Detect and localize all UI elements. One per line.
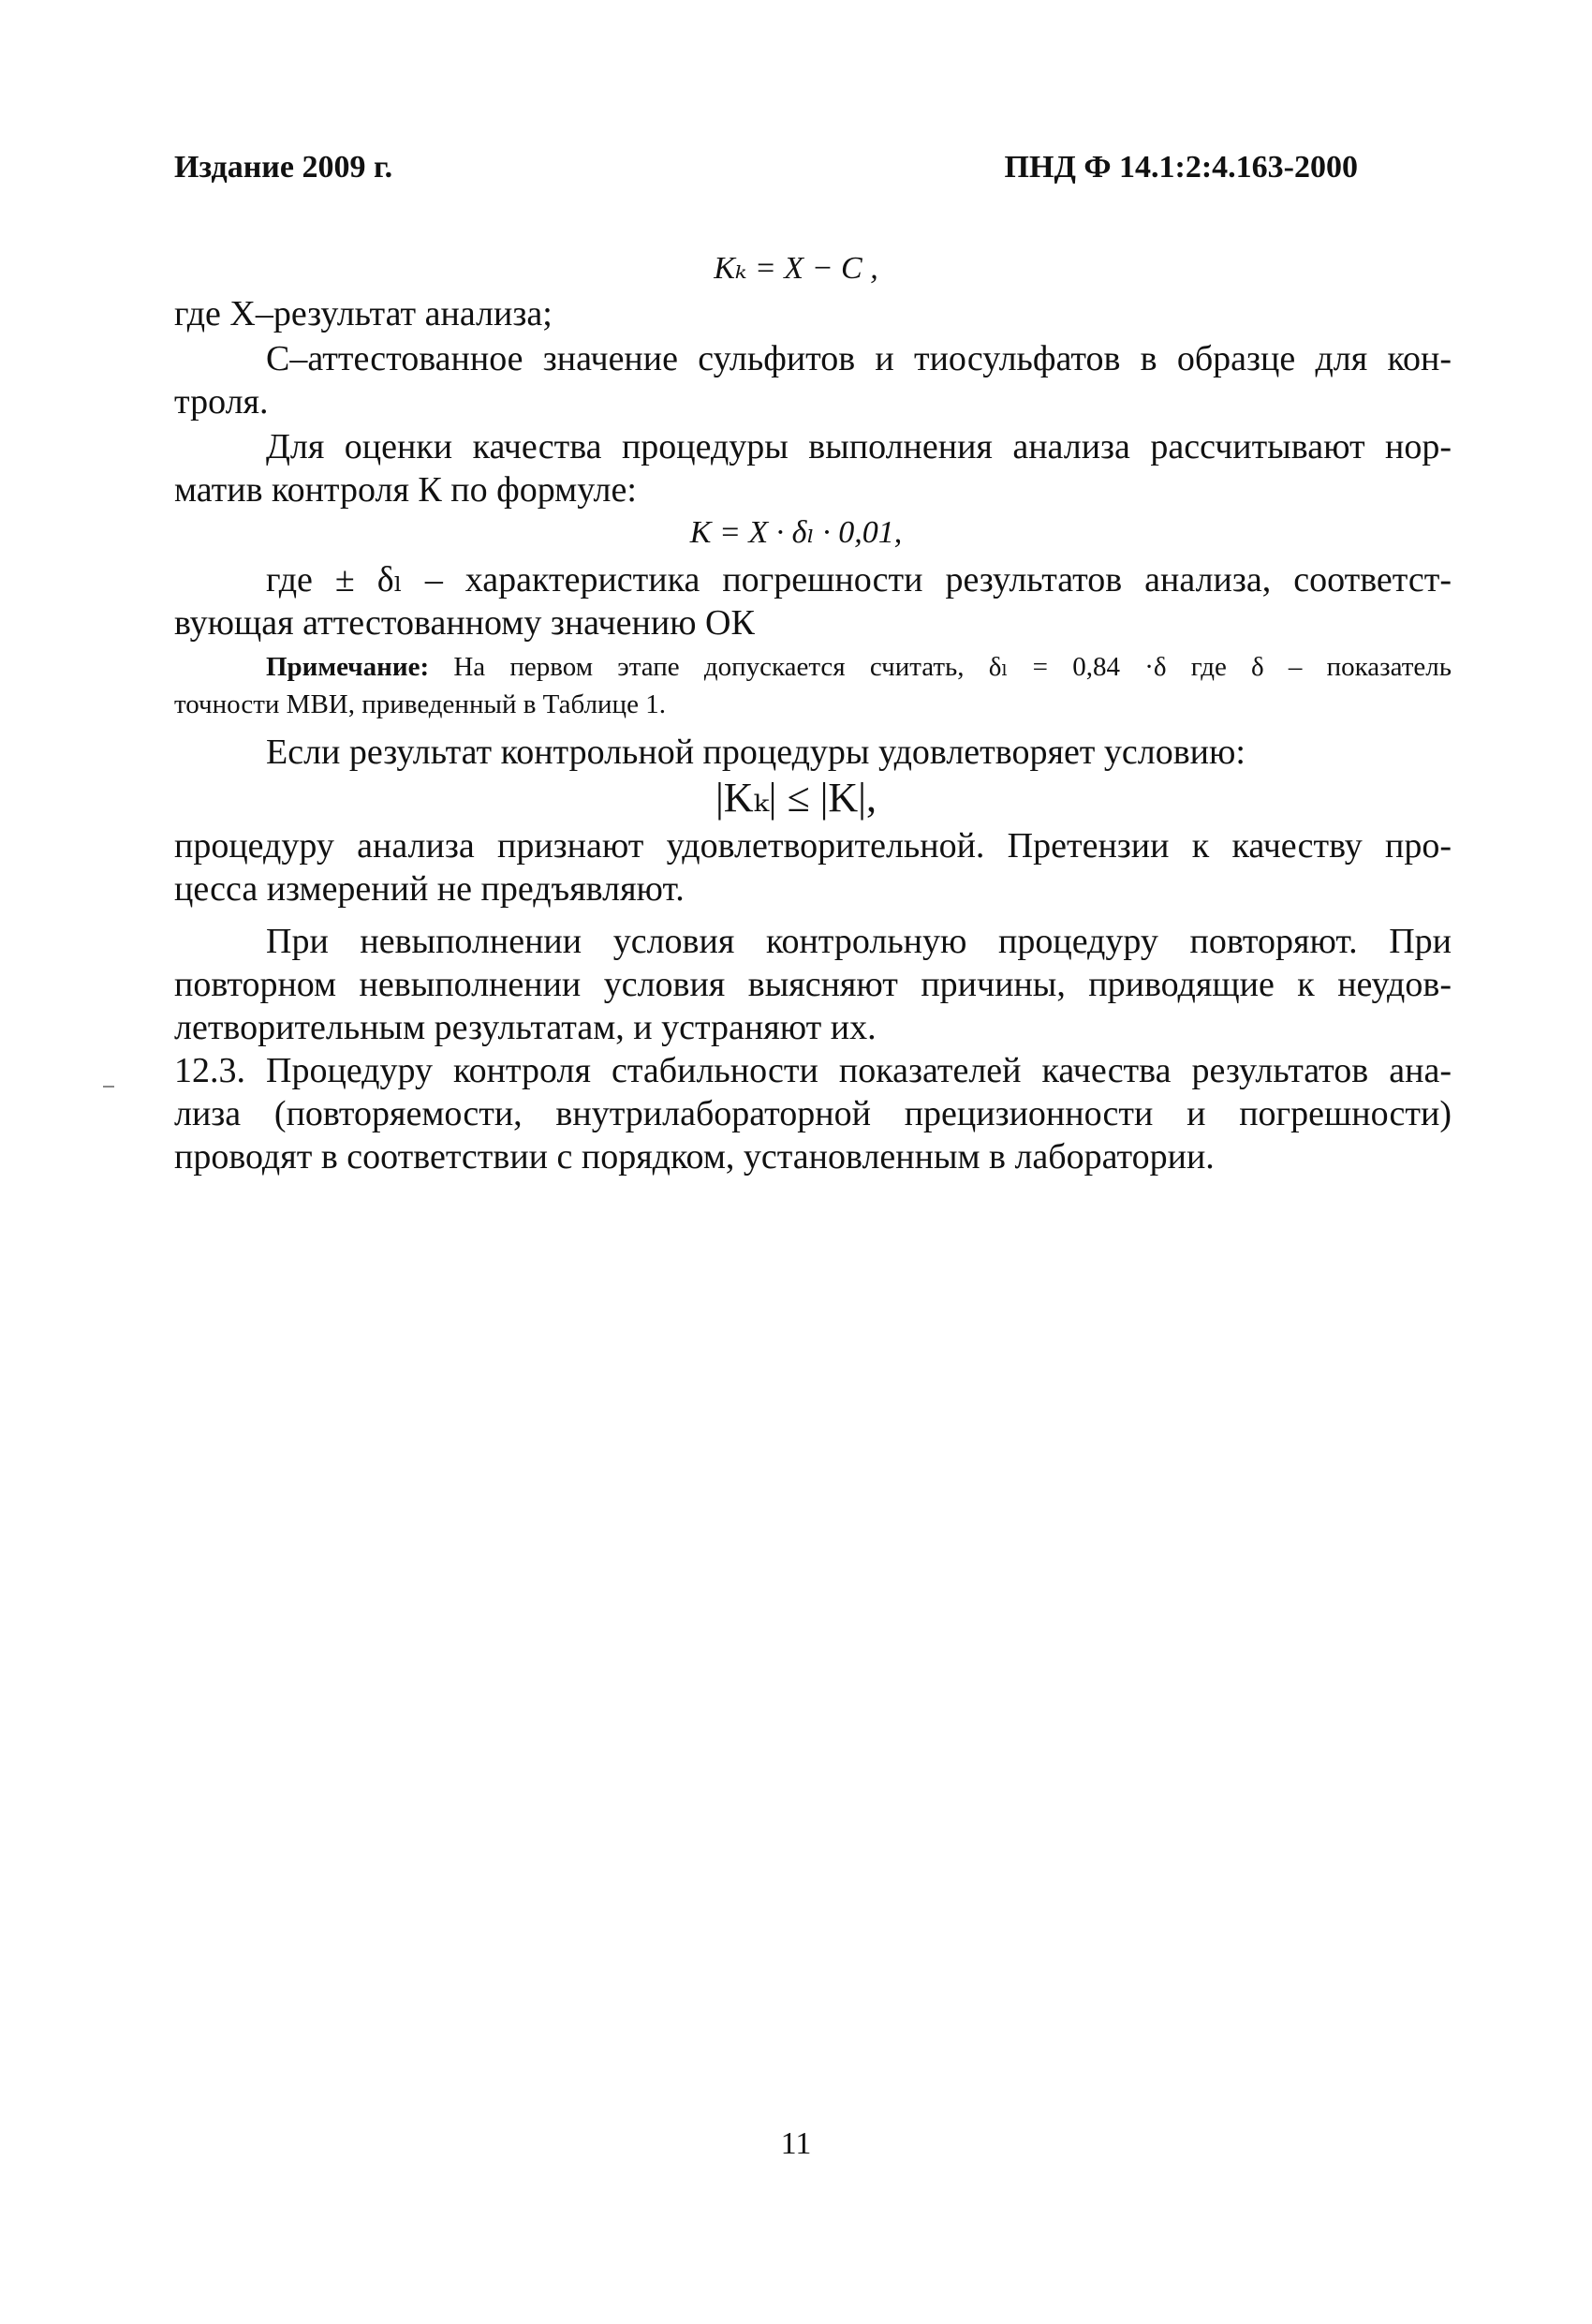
body-line: вующая аттестованному значению ОК: [174, 603, 755, 643]
body-line: где X–результат анализа;: [174, 294, 553, 333]
page-number: 11: [780, 2126, 812, 2161]
body-line: проводят в соответствии с порядком, установленным в лаборатории.: [174, 1137, 1215, 1177]
body-line: летворительным результатам, и устраняют их.: [174, 1008, 877, 1047]
note-line-2: точности МВИ, приведенный в Таблице 1.: [174, 689, 666, 719]
formula-k: K = X · δₗ · 0,01,: [689, 515, 903, 550]
body-line: 12.3. Процедуру контроля стабильности показателей качества результатов ана-: [174, 1051, 1452, 1090]
body-line: троля.: [174, 382, 269, 422]
body-line: цесса измерений не предъявляют.: [174, 869, 685, 909]
formula-kk: Kₖ = X − C ,: [714, 251, 878, 286]
formula-condition: |Kₖ| ≤ |K|,: [715, 775, 877, 821]
note-label: Примечание:: [266, 652, 430, 682]
document-code: ПНД Ф 14.1:2:4.163-2000: [1004, 150, 1358, 185]
body-line: Если результат контрольной процедуры удовлетворяет условию:: [266, 733, 1246, 772]
body-line: лиза (повторяемости, внутрилабораторной прецизионности и погрешности): [174, 1094, 1452, 1133]
body-line: С–аттестованное значение сульфитов и тиосульфатов в образце для кон-: [266, 339, 1452, 378]
body-line: Для оценки качества процедуры выполнения анализа рассчитывают нор-: [266, 427, 1452, 466]
body-line: повторном невыполнении условия выясняют причины, приводящие к неудов-: [174, 965, 1452, 1004]
note-line: [266, 654, 1452, 681]
margin-mark: [103, 1086, 114, 1088]
edition-label: Издание 2009 г.: [174, 150, 393, 185]
note-text: На первом этапе допускается считать, δₗ = 0,84 ·δ где δ – показатель: [453, 652, 1452, 682]
body-line: При невыполнении условия контрольную процедуру повторяют. При: [266, 922, 1452, 961]
body-line: процедуру анализа признают удовлетворительной. Претензии к качеству про-: [174, 826, 1452, 866]
body-line: где ± δₗ – характеристика погрешности результатов анализа, соответст-: [266, 560, 1452, 600]
body-line: матив контроля К по формуле:: [174, 470, 637, 510]
